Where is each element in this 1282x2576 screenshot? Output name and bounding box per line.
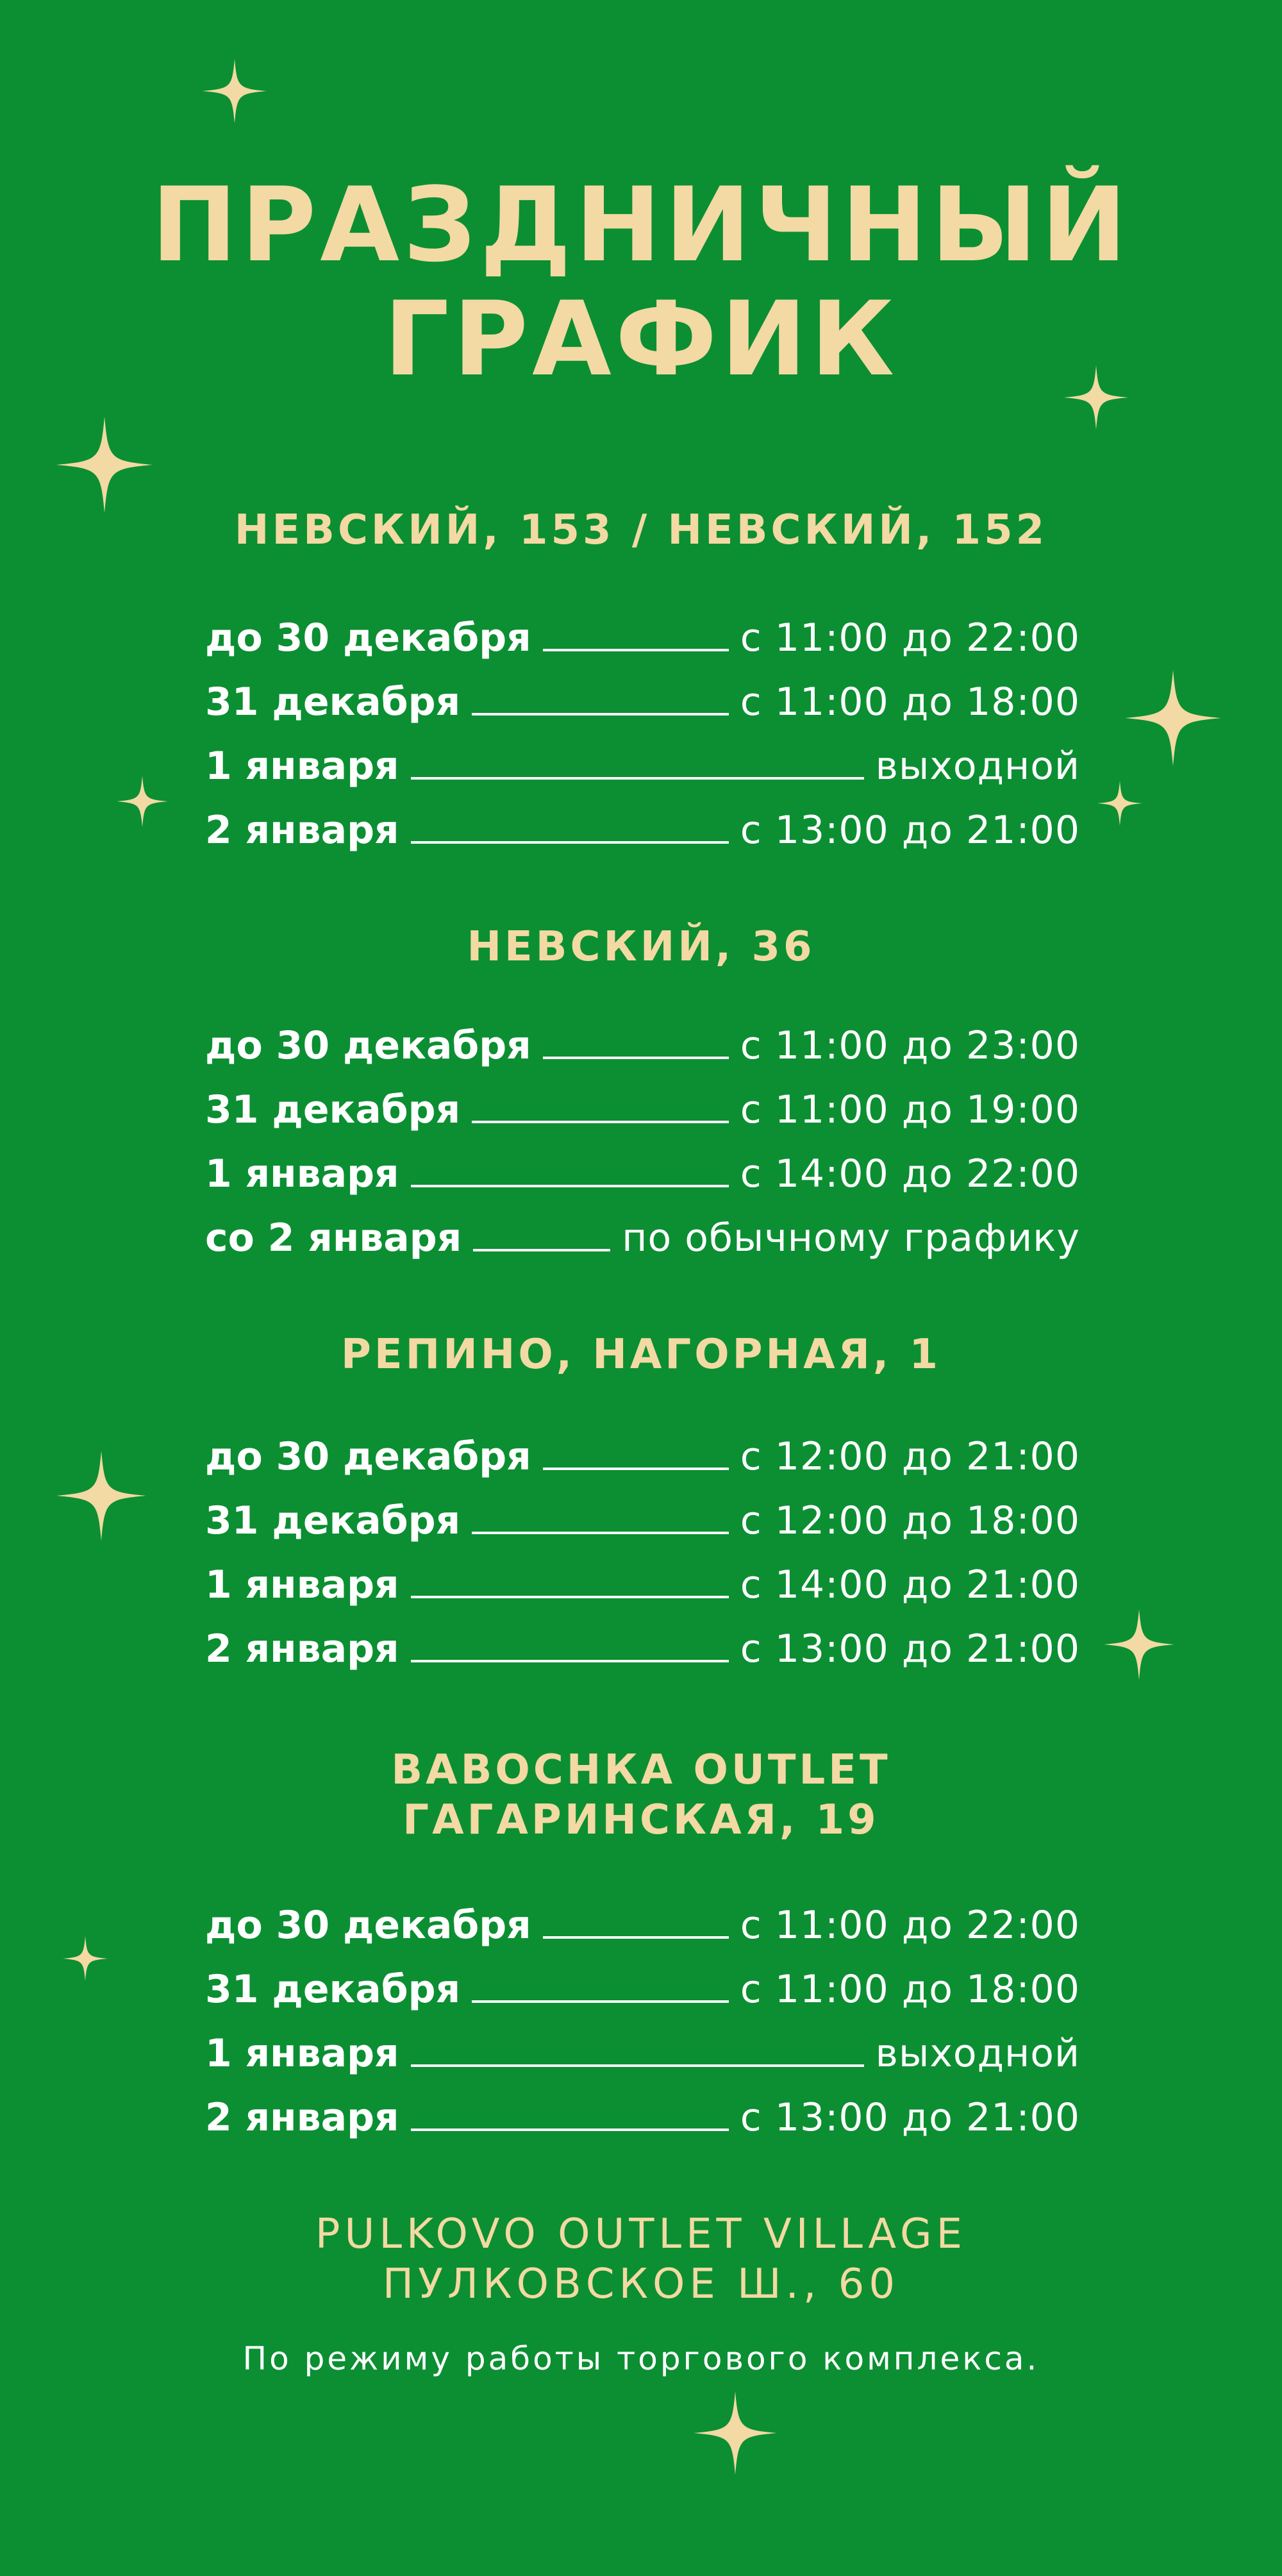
sparkle-icon — [56, 417, 153, 513]
row-hours: с 12:00 до 18:00 — [740, 1498, 1080, 1543]
schedule-note: По режиму работы торгового комплекса. — [242, 2340, 1040, 2377]
row-divider — [411, 1185, 729, 1187]
row-hours: с 11:00 до 18:00 — [740, 680, 1080, 724]
title-line-1: ПРАЗДНИЧНЫЙ — [151, 165, 1131, 285]
row-divider — [411, 2129, 729, 2131]
location-title: BAВОСНКА OUTLET — [391, 1746, 891, 1794]
schedule-row — [205, 1196, 1080, 1260]
row-date: до 30 декабря — [205, 615, 531, 660]
location-title: PULKOVO OUTLET VILLAGE — [315, 2211, 967, 2258]
row-hours: с 13:00 до 21:00 — [740, 1627, 1080, 1671]
row-hours: с 11:00 до 22:00 — [740, 615, 1080, 660]
row-date: до 30 декабря — [205, 1434, 531, 1479]
row-hours: с 13:00 до 21:00 — [740, 808, 1080, 853]
location-nevsky-36 — [0, 922, 1282, 972]
page-title — [0, 165, 1282, 399]
row-divider — [411, 2064, 864, 2067]
row-hours: с 14:00 до 22:00 — [740, 1151, 1080, 1196]
schedule-row — [205, 1607, 1080, 1671]
row-hours: с 11:00 до 19:00 — [740, 1087, 1080, 1132]
sparkle-icon — [1125, 670, 1221, 766]
schedule-row — [205, 1479, 1080, 1543]
sparkle-icon — [694, 2391, 777, 2475]
row-date: 31 декабря — [205, 1087, 461, 1132]
row-hours: с 11:00 до 18:00 — [740, 1967, 1080, 2012]
row-date: 31 декабря — [205, 680, 461, 724]
location-address: ГАГАРИНСКАЯ, 19 — [403, 1796, 879, 1844]
row-divider — [472, 1121, 729, 1123]
row-hours: с 13:00 до 21:00 — [740, 2095, 1080, 2140]
row-hours: выходной — [875, 2031, 1080, 2076]
schedule-row — [205, 1415, 1080, 1479]
row-divider — [411, 1660, 729, 1662]
row-divider — [472, 2000, 729, 2003]
row-hours: выходной — [875, 744, 1080, 789]
location-pulkovo — [0, 2209, 1282, 2309]
row-date: 31 декабря — [205, 1498, 461, 1543]
row-date: 2 января — [205, 1627, 399, 1671]
sparkle-icon — [56, 1451, 146, 1541]
schedule-row — [205, 724, 1080, 789]
schedule-row — [205, 1543, 1080, 1607]
schedule-row — [205, 596, 1080, 660]
row-hours: с 11:00 до 23:00 — [740, 1023, 1080, 1068]
row-divider — [543, 649, 729, 651]
sparkle-icon — [203, 59, 267, 123]
location-title: НЕВСКИЙ, 153 / НЕВСКИЙ, 152 — [234, 506, 1048, 554]
schedule-row — [205, 1068, 1080, 1132]
sparkle-icon — [117, 776, 168, 827]
row-divider — [411, 1596, 729, 1598]
sparkle-icon — [1097, 781, 1142, 826]
sparkle-icon — [1104, 1609, 1174, 1680]
schedule-list — [205, 1415, 1080, 1671]
row-date: 2 января — [205, 2095, 399, 2140]
schedule-list — [205, 596, 1080, 853]
row-divider — [543, 1057, 729, 1059]
schedule-row — [205, 1884, 1080, 1948]
row-divider — [472, 713, 729, 715]
schedule-row — [205, 2076, 1080, 2140]
row-date: 1 января — [205, 2031, 399, 2076]
schedule-row — [205, 1948, 1080, 2012]
row-date: до 30 декабря — [205, 1023, 531, 1068]
schedule-row — [205, 2012, 1080, 2076]
row-divider — [472, 1532, 729, 1534]
schedule-row — [205, 789, 1080, 853]
row-divider — [543, 1468, 729, 1470]
schedule-list — [205, 1004, 1080, 1260]
row-date: 1 января — [205, 1151, 399, 1196]
row-date: 31 декабря — [205, 1967, 461, 2012]
schedule-row — [205, 1004, 1080, 1068]
row-divider — [411, 777, 864, 780]
sparkle-icon — [63, 1936, 108, 1981]
row-hours: с 12:00 до 21:00 — [740, 1434, 1080, 1479]
location-repino — [0, 1330, 1282, 1380]
row-date: до 30 декабря — [205, 1903, 531, 1948]
location-nevsky-153 — [0, 505, 1282, 555]
row-hours: с 11:00 до 22:00 — [740, 1903, 1080, 1948]
row-date: 1 января — [205, 744, 399, 789]
row-divider — [411, 841, 729, 844]
location-address: ПУЛКОВСКОЕ Ш., 60 — [382, 2261, 900, 2308]
row-hours: с 14:00 до 21:00 — [740, 1562, 1080, 1607]
row-divider — [543, 1936, 729, 1939]
schedule-list — [205, 1884, 1080, 2140]
row-date: 2 января — [205, 808, 399, 853]
row-date: со 2 января — [205, 1216, 462, 1260]
title-line-2: ГРАФИК — [383, 279, 899, 399]
location-babochka-outlet — [0, 1745, 1282, 1845]
row-divider — [473, 1249, 610, 1251]
location-title: РЕПИНО, НАГОРНАЯ, 1 — [341, 1331, 941, 1378]
location-title: НЕВСКИЙ, 36 — [467, 923, 815, 971]
schedule-row — [205, 1132, 1080, 1196]
row-hours: по обычному графику — [622, 1216, 1080, 1260]
schedule-row — [205, 660, 1080, 724]
row-date: 1 января — [205, 1562, 399, 1607]
